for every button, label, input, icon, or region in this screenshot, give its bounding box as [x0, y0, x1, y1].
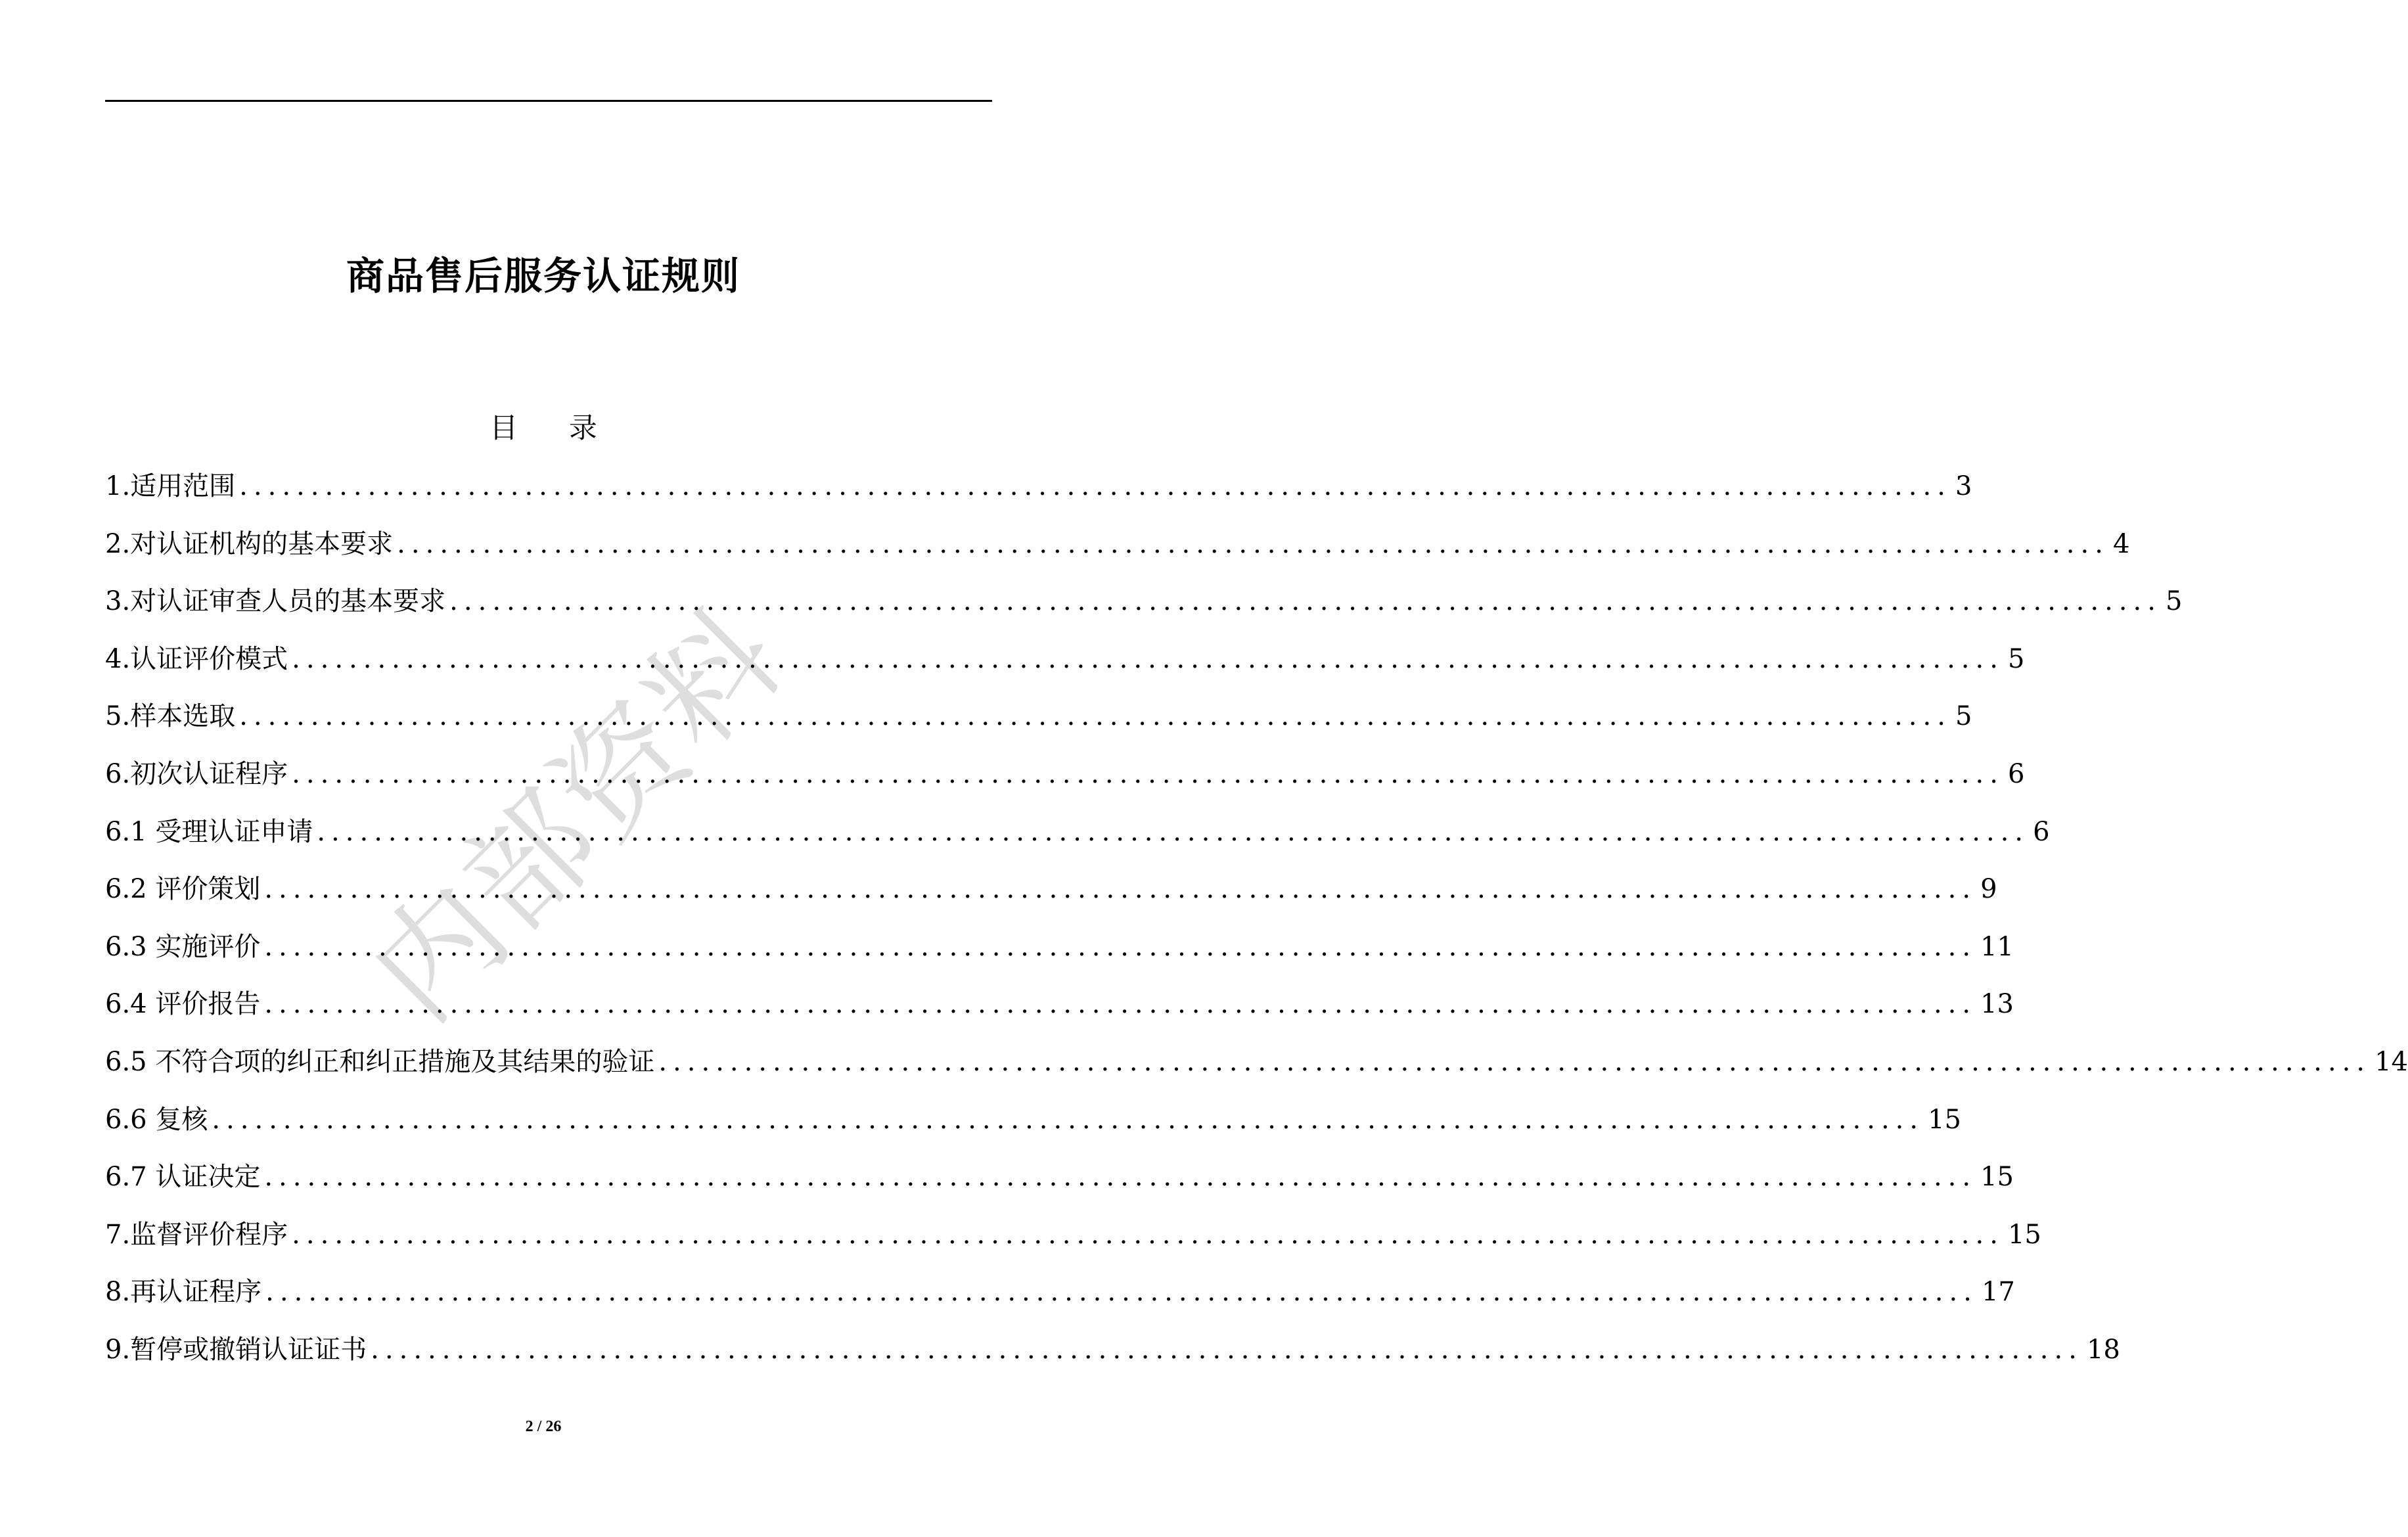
toc-entry-1[interactable]	[105, 467, 1972, 524]
toc-entry-page: 17	[1981, 1277, 2015, 1308]
toc-entry-page: 6	[2033, 816, 2050, 847]
toc-entry-label: 6.3 实施评价	[105, 931, 261, 962]
toc-entry-label: 6.初次认证程序	[105, 758, 288, 789]
toc-entry-6-1[interactable]	[105, 812, 2050, 870]
toc-entry-label: 2.对认证机构的基本要求	[105, 528, 394, 559]
toc-leader-dots: ........................................................................................................................	[658, 1046, 2371, 1077]
toc-heading: 目 录	[489, 412, 618, 445]
toc-entry-page: 5	[2165, 586, 2183, 617]
toc-entry-6[interactable]	[105, 754, 2025, 812]
table-of-contents	[105, 467, 2408, 1388]
toc-entry-page: 11	[1980, 931, 2014, 962]
document-title: 商品售后服务认证规则	[346, 254, 740, 298]
toc-leader-dots: ........................................................................................................................	[264, 931, 1977, 962]
toc-entry-page: 15	[1980, 1162, 2014, 1193]
toc-entry-label: 6.4 评价报告	[105, 989, 261, 1020]
toc-entry-label: 8.再认证程序	[105, 1277, 262, 1308]
toc-entry-page: 9	[1980, 874, 1997, 905]
page-number: 2 / 26	[525, 1418, 562, 1435]
toc-leader-dots: ........................................................................................................................	[292, 1219, 2004, 1250]
watermark: 内部资料	[344, 581, 811, 1048]
toc-leader-dots: ........................................................................................................................	[292, 758, 2004, 789]
toc-leader-dots: ........................................................................................................................	[239, 701, 1951, 732]
toc-entry-page: 18	[2086, 1334, 2120, 1365]
toc-entry-6-5[interactable]	[105, 1042, 2408, 1100]
toc-entry-6-7[interactable]	[105, 1157, 2014, 1215]
toc-entry-9[interactable]	[105, 1330, 2120, 1388]
toc-leader-dots: ........................................................................................................................	[292, 643, 2004, 674]
toc-entry-5[interactable]	[105, 697, 1972, 754]
toc-leader-dots: ........................................................................................................................	[212, 1104, 1924, 1135]
toc-entry-label: 4.认证评价模式	[105, 643, 288, 674]
toc-entry-6-2[interactable]	[105, 869, 1997, 927]
toc-entry-page: 5	[2007, 643, 2025, 674]
toc-leader-dots: ........................................................................................................................	[371, 1334, 2083, 1365]
toc-entry-page: 14	[2374, 1046, 2408, 1077]
toc-entry-page: 6	[2007, 758, 2025, 789]
toc-entry-6-3[interactable]	[105, 927, 2014, 985]
toc-entry-4[interactable]	[105, 639, 2025, 697]
toc-entry-label: 6.5 不符合项的纠正和纠正措施及其结果的验证	[105, 1046, 655, 1077]
toc-leader-dots: ........................................................................................................................	[397, 528, 2109, 559]
toc-entry-page: 4	[2112, 528, 2130, 559]
toc-entry-3[interactable]	[105, 582, 2183, 639]
toc-entry-page: 15	[1928, 1104, 1962, 1135]
toc-entry-8[interactable]	[105, 1272, 2015, 1330]
toc-entry-7[interactable]	[105, 1215, 2041, 1273]
toc-entry-2[interactable]	[105, 524, 2130, 582]
toc-entry-label: 6.7 认证决定	[105, 1162, 261, 1193]
toc-entry-label: 5.样本选取	[105, 701, 236, 732]
toc-leader-dots: ........................................................................................................................	[449, 586, 2162, 617]
toc-entry-page: 5	[1955, 701, 1972, 732]
toc-entry-label: 6.1 受理认证申请	[105, 816, 313, 847]
toc-leader-dots: ........................................................................................................................	[239, 471, 1951, 501]
toc-entry-label: 1.适用范围	[105, 471, 236, 501]
toc-entry-page: 3	[1955, 471, 1972, 501]
toc-entry-label: 6.2 评价策划	[105, 874, 261, 905]
toc-entry-6-4[interactable]	[105, 984, 2014, 1042]
toc-entry-label: 6.6 复核	[105, 1104, 208, 1135]
toc-entry-page: 13	[1980, 989, 2014, 1020]
toc-entry-label: 7.监督评价程序	[105, 1219, 288, 1250]
header-rule	[105, 100, 992, 102]
toc-entry-page: 15	[2007, 1219, 2041, 1250]
toc-leader-dots: ........................................................................................................................	[264, 1162, 1977, 1193]
toc-leader-dots: ........................................................................................................................	[265, 1277, 1978, 1308]
toc-leader-dots: ........................................................................................................................	[264, 874, 1977, 905]
toc-entry-label: 3.对认证审查人员的基本要求	[105, 586, 446, 617]
toc-entry-label: 9.暂停或撤销认证证书	[105, 1334, 367, 1365]
toc-leader-dots: ........................................................................................................................	[264, 989, 1977, 1020]
toc-leader-dots: ........................................................................................................................	[317, 816, 2030, 847]
toc-entry-6-6[interactable]	[105, 1100, 1962, 1158]
